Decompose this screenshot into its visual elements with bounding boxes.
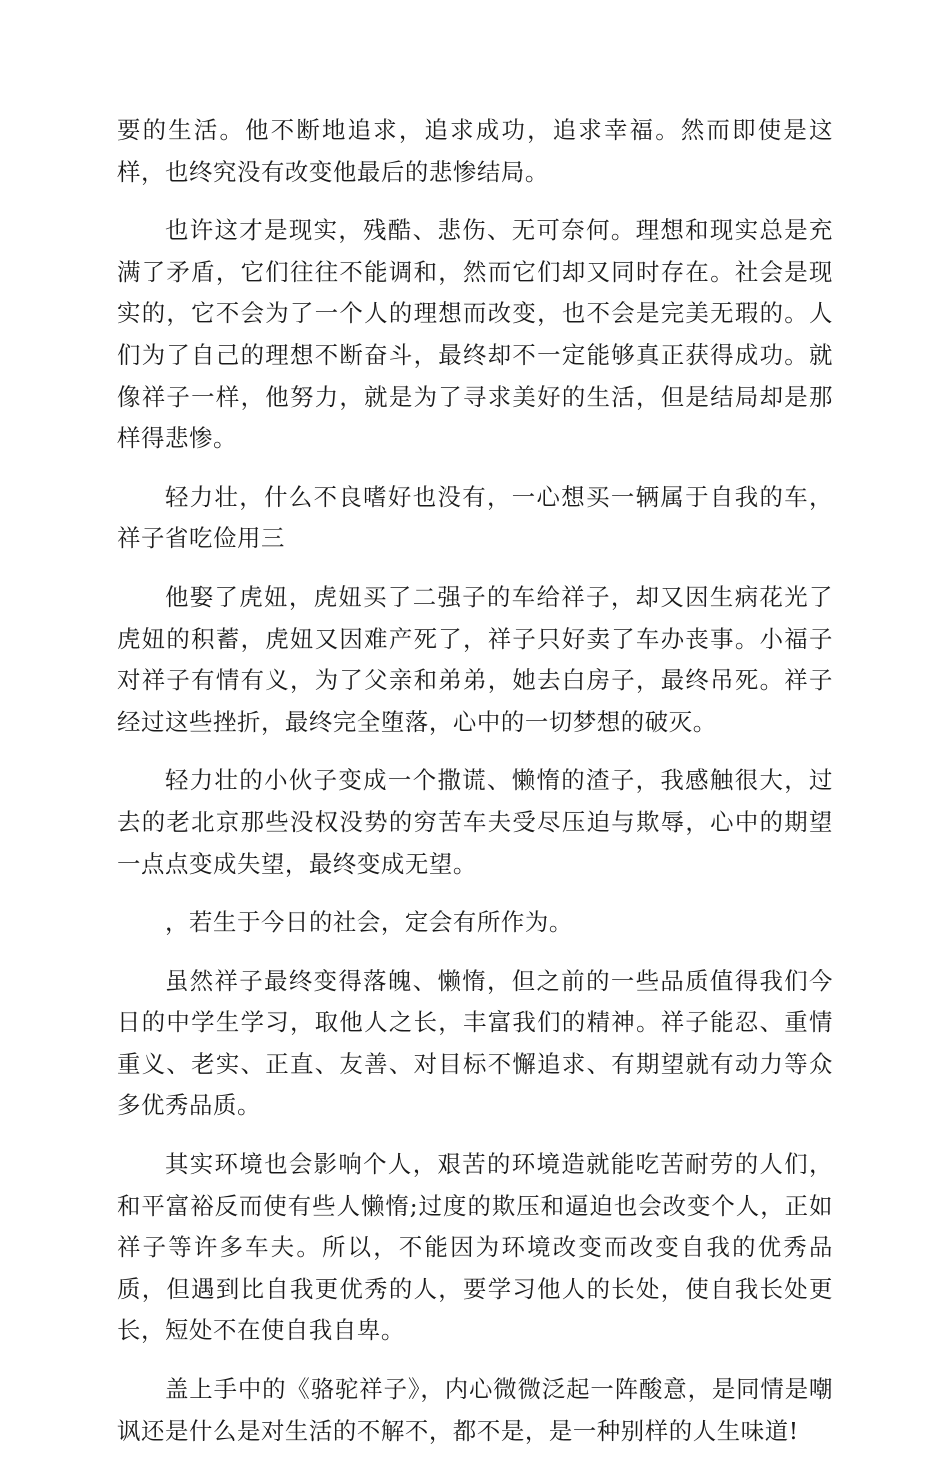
paragraph-2: 也许这才是现实，残酷、悲伤、无可奈何。理想和现实总是充满了矛盾，它们往往不能调和，然而它们却又同时存在。社会是现实的，它不会为了一个人的理想而改变，也不会是完美无瑕的。人们为了自己的理想不断奋斗，最终却不一定能够真正获得成功。就像祥子一样，他努力，就是为了寻求美好的生活，但是结局却是那样得悲惨。 bbox=[117, 216, 833, 453]
document-body bbox=[117, 110, 833, 1469]
paragraph-3: 轻力壮，什么不良嗜好也没有，一心想买一辆属于自我的车，祥子省吃俭用三 bbox=[117, 482, 833, 553]
paragraph-5: 轻力壮的小伙子变成一个撒谎、懒惰的渣子，我感触很大，过去的老北京那些没权没势的穷苦车夫受尽压迫与欺辱，心中的期望一点点变成失望，最终变成无望。 bbox=[117, 766, 833, 878]
paragraph-8: 其实环境也会影响个人，艰苦的环境造就能吃苦耐劳的人们，和平富裕反而使有些人懒惰;过度的欺压和逼迫也会改变个人，正如祥子等许多车夫。所以，不能因为环境改变而改变自我的优秀品质，但遇到比自我更优秀的人，要学习他人的长处，使自我长处更长，短处不在使自我自卑。 bbox=[117, 1150, 833, 1345]
paragraph-4: 他娶了虎妞，虎妞买了二强子的车给祥子，却又因生病花光了虎妞的积蓄，虎妞又因难产死了，祥子只好卖了车办丧事。小福子对祥子有情有义，为了父亲和弟弟，她去白房子，最终吊死。祥子经过这些挫折，最终完全堕落，心中的一切梦想的破灭。 bbox=[117, 582, 833, 736]
paragraph-6: ，若生于今日的社会，定会有所作为。 bbox=[165, 908, 573, 937]
paragraph-7: 虽然祥子最终变得落魄、懒惰，但之前的一些品质值得我们今日的中学生学习，取他人之长，丰富我们的精神。祥子能忍、重情重义、老实、正直、友善、对目标不懈追求、有期望就有动力等众多优秀品质。 bbox=[117, 966, 833, 1120]
paragraph-9: 盖上手中的《骆驼祥子》，内心微微泛起一阵酸意，是同情是嘲讽还是什么是对生活的不解不，都不是，是一种别样的人生味道! bbox=[117, 1375, 833, 1445]
paragraph-1: 要的生活。他不断地追求，追求成功，追求幸福。然而即使是这样，也终究没有改变他最后的悲惨结局。 bbox=[117, 116, 833, 186]
